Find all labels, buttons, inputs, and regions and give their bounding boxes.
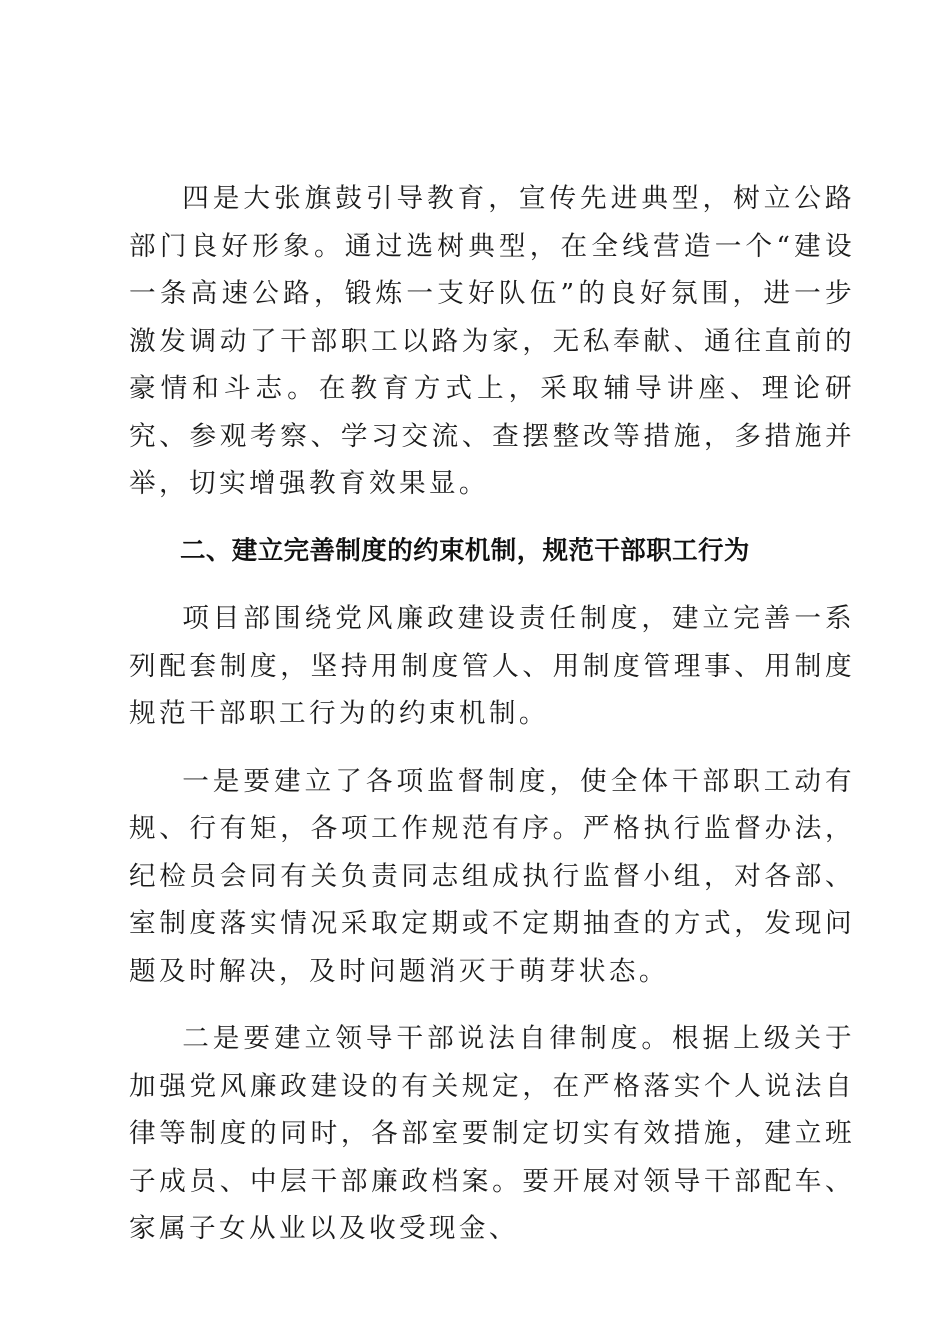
paragraph-self-discipline-system: 二是要建立领导干部说法自律制度。根据上级关于加强党风廉政建设的有关规定，在严格落实个人说法自律等制度的同时，各部室要制定切实有效措施，建立班子成员、中层干部廉政档案。要开展对领导干部配车、家属子女从业以及收受现金、 xyxy=(129,1023,855,1244)
paragraph-supervision-system: 一是要建立了各项监督制度，使全体干部职工动有规、行有矩，各项工作规范有序。严格执行监督办法，纪检员会同有关负责同志组成执行监督小组，对各部、室制度落实情况采取定期或不定期抽查的方式，发现问题及时解决，及时问题消灭于萌芽状态。 xyxy=(129,765,855,987)
paragraph-system-overview: 项目部围绕党风廉政建设责任制度，建立完善一系列配套制度，坚持用制度管人、用制度管理事、用制度规范干部职工行为的约束机制。 xyxy=(129,603,855,729)
document-body xyxy=(129,175,855,1253)
paragraph-education-methods: 四是大张旗鼓引导教育，宣传先进典型，树立公路部门良好形象。通过选树典型，在全线营造一个“建设一条高速公路，锻炼一支好队伍”的良好氛围，进一步激发调动了干部职工以路为家，无私奉献、通往直前的豪情和斗志。在教育方式上，采取辅导讲座、理论研究、参观考察、学习交流、查摆整改等措施，多措施并举，切实增强教育效果显。 xyxy=(129,183,855,499)
section-heading-constraint-mechanism: 二、建立完善制度的约束机制，规范干部职工行为 xyxy=(180,535,750,566)
